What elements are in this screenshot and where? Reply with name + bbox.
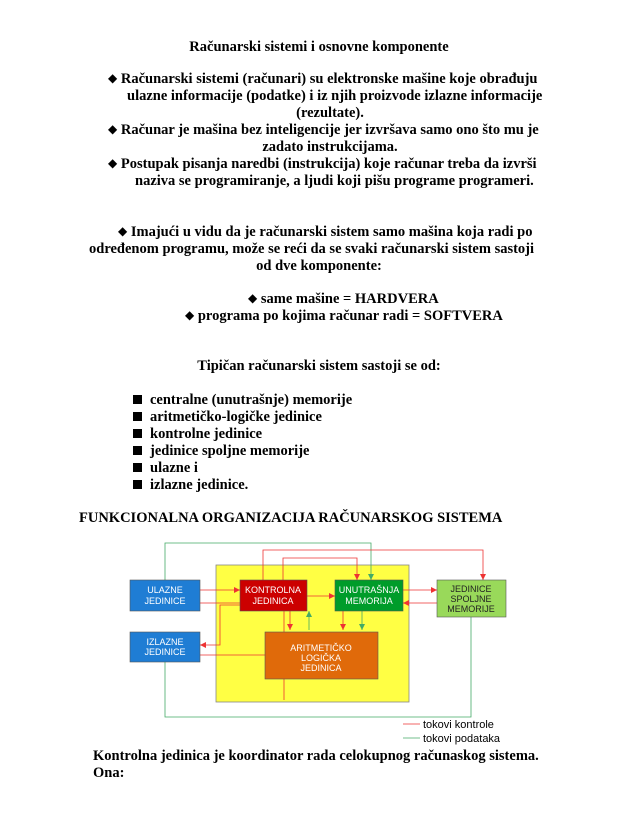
- list-item: kontrolne jedinice: [133, 426, 262, 443]
- input-unit: [130, 580, 200, 611]
- output-unit: [130, 632, 200, 662]
- svg-text:JEDINICA: JEDINICA: [252, 596, 294, 606]
- external-memory-unit: [437, 580, 506, 617]
- svg-text:JEDINICA: JEDINICA: [300, 663, 342, 673]
- bullet-line: naziva se programiranje, a ljudi koji pišu programe programeri.: [135, 173, 534, 189]
- closing-line: Ona:: [93, 765, 125, 781]
- svg-text:LOGIČKA: LOGIČKA: [300, 653, 342, 663]
- alu-unit: [265, 632, 378, 679]
- component-label: programa po kojima računar radi = SOFTVERA: [197, 308, 503, 324]
- diamond-bullet-icon: ◆: [248, 291, 258, 305]
- bullet-line: Postupak pisanja naredbi (instrukcija) koje računar treba da izvrši: [120, 156, 537, 172]
- page-title: Računarski sistemi i osnovne komponente: [189, 39, 449, 55]
- typical-heading: Tipičan računarski sistem sastoji se od:: [197, 358, 441, 374]
- svg-text:SPOLJNE: SPOLJNE: [450, 594, 492, 604]
- svg-text:IZLAZNE: IZLAZNE: [146, 637, 184, 647]
- diamond-bullet-icon: ◆: [108, 71, 118, 85]
- svg-text:JEDINICE: JEDINICE: [144, 596, 186, 606]
- svg-text:JEDINICE: JEDINICE: [450, 584, 492, 594]
- svg-text:UNUTRAŠNJA: UNUTRAŠNJA: [338, 585, 400, 595]
- section-heading: FUNKCIONALNA ORGANIZACIJA RAČUNARSKOG SISTEMA: [79, 510, 503, 526]
- list-item: izlazne jedinice.: [133, 477, 248, 494]
- bullet-line: Računar je mašina bez inteligencije jer izvršava samo ono što mu je: [120, 122, 539, 138]
- paragraph-line: od dve komponente:: [256, 258, 382, 274]
- bullet-line: zadato instrukcijama.: [262, 139, 398, 155]
- diamond-bullet-icon: ◆: [108, 122, 118, 136]
- svg-text:MEMORIJA: MEMORIJA: [345, 596, 393, 606]
- control-unit: [240, 580, 307, 611]
- diamond-bullet-icon: ◆: [108, 156, 118, 170]
- svg-text:KONTROLNA: KONTROLNA: [244, 585, 302, 595]
- closing-line: Kontrolna jedinica je koordinator rada celokupnog računaskog sistema.: [93, 748, 539, 764]
- list-item: aritmetičko-logičke jedinice: [133, 409, 322, 426]
- bullet-line: ulazne informacije (podatke) i iz njih proizvode izlazne informacije: [127, 88, 543, 104]
- bullet-line: Računarski sistemi (računari) su elektronske mašine koje obrađuju: [120, 71, 538, 87]
- paragraph-text: Imajući u vidu da je računarski sistem samo mašina koja radi po: [130, 224, 533, 240]
- component-label: same mašine = HARDVERA: [260, 291, 439, 307]
- legend-control-label: tokovi kontrole: [423, 719, 494, 731]
- list-item: ulazne i: [133, 460, 198, 477]
- paragraph-line: određenom programu, može se reći da se svaki računarski sistem sastoji: [89, 241, 535, 257]
- legend-data-label: tokovi podataka: [423, 733, 501, 745]
- svg-text:ULAZNE: ULAZNE: [147, 585, 183, 595]
- bullet-line: (rezultate).: [296, 105, 364, 121]
- memory-unit: [335, 580, 403, 611]
- list-item: jedinice spoljne memorije: [133, 443, 309, 460]
- diamond-bullet-icon: ◆: [118, 224, 128, 238]
- diamond-bullet-icon: ◆: [185, 308, 195, 322]
- list-item: centralne (unutrašnje) memorije: [133, 392, 352, 409]
- diagram-legend: [403, 719, 501, 745]
- svg-text:MEMORIJE: MEMORIJE: [447, 604, 495, 614]
- svg-text:ARITMETIČKO: ARITMETIČKO: [290, 643, 352, 653]
- svg-text:JEDINICE: JEDINICE: [144, 647, 186, 657]
